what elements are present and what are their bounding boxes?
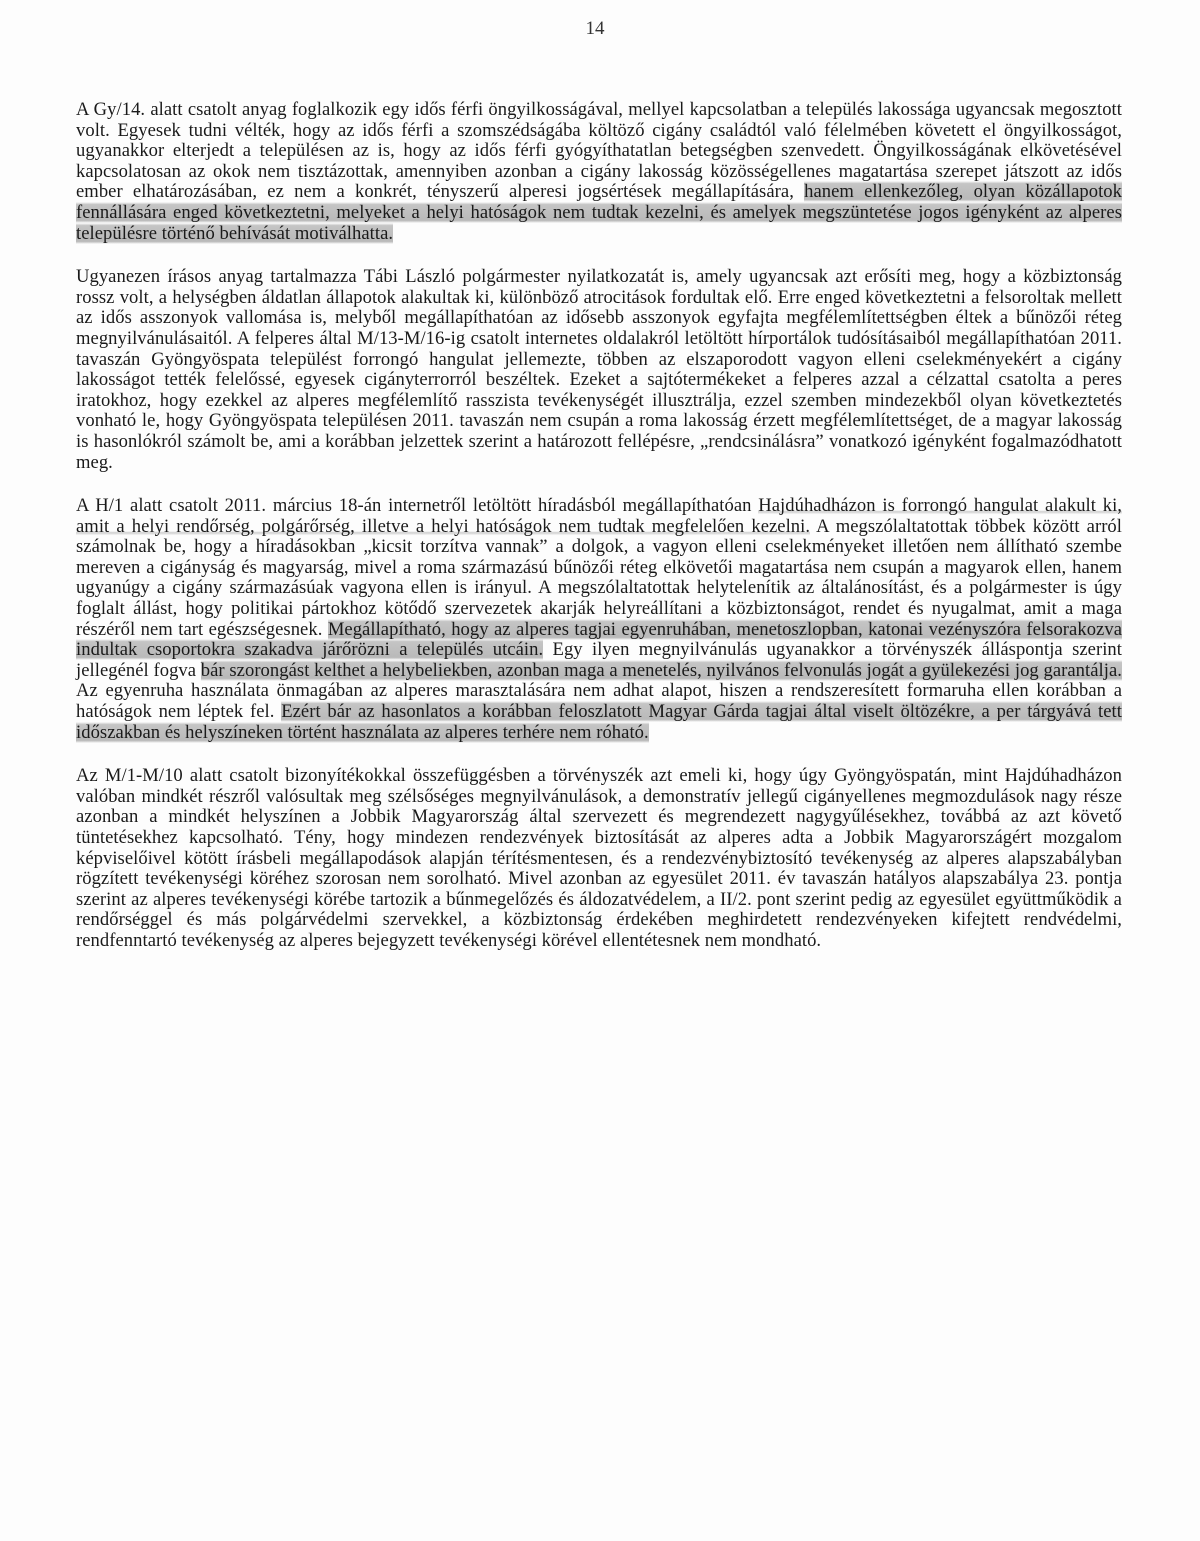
highlighted-text: Ezért bár az hasonlatos a korábban feloszlatott Magyar Gárda tagjai által viselt öltözékre, a per tárgyává tett időszakban és helyszíneken történt használata az alperes terhére nem róható. — [76, 701, 1122, 743]
paragraph-text: Az egyenruha használata önmagában az alperes marasztalására nem adhat alapot, hiszen a rendszeresített formaruha ellen korábban a hatóságok nem léptek fel. — [76, 680, 1122, 723]
paragraph-4 — [76, 766, 1122, 951]
page-number: 14 — [585, 18, 605, 39]
paragraph-text: Egy ilyen megnyilvánulás ugyanakkor a törvényszék álláspontja szerint jellegénél fogva — [76, 639, 1122, 681]
paragraph-3 — [76, 496, 1122, 743]
paragraph-text: A H/1 alatt csatolt 2011. március 18-án internetről letöltött híradásból megállapíthatóan — [76, 495, 759, 517]
paragraph-text: A Gy/14. alatt csatolt anyag foglalkozik egy idős férfi öngyilkosságával, mellyel kapcsolatban a település lakossága ugyancsak megosztott volt. Egyesek tudni vélték, hogy az idős férfi a szomszédságába költöző cigány családtól való félelmében követett el öngyilkosságot, ugyanakkor elterjedt a településen az is, hogy az idős férfi gyógyíthatatlan betegségben szenvedett. Öngyilkosságának elkövetésével kapcsolatosan az okok nem tisztázottak, amennyiben azonban a cigány lakosság közösségellenes magatartása szerepet játszott az idős ember elhatározásában, ez nem a konkrét, tényszerű alperesi jogsértések megállapítására, — [76, 99, 1122, 203]
highlighted-text: hanem ellenkezőleg, olyan közállapotok fennállására enged következtetni, melyeket a helyi hatóságok nem tudtak kezelni, és amelyek megszüntetése jogos igényként az alperes településre történő behívását motiválhatta. — [76, 181, 1122, 244]
highlighted-text: Megállapítható, hogy az alperes tagjai egyenruhában, menetoszlopban, katonai vezényszóra felsorakozva indultak csoportokra szakadva járőrözni a település utcáin. — [76, 618, 1122, 661]
underlined-text: Hajdúhadházon is forrongó hangulat alakult ki, amit a helyi rendőrség, polgárőrség, illetve a helyi hatóságok nem tudtak megfelelően kezelni. — [76, 495, 1122, 537]
highlighted-text: bár szorongást kelthet a helybeliekben, azonban maga a menetelés, nyilvános felvonulás jogát a gyülekezési jog garantálja. — [200, 659, 1122, 681]
document-body — [76, 100, 1122, 975]
paragraph-text: Ugyanezen írásos anyag tartalmazza Tábi László polgármester nyilatkozatát is, amely ugyancsak azt erősíti meg, hogy a közbiztonság rossz volt, a helységben áldatlan állapotok alakultak ki, különböző atrocitások fordultak elő. Erre enged következtetni a felsoroltak mellett az idős asszonyok vallomása is, melyből megállapíthatóan az idősebb asszonyok egyfajta megfélemlítettségben éltek a bűnözői réteg megnyilvánulásaitól. A felperes által M/13-M/16-ig csatolt internetes oldalakról letöltött hírportálok tudósításaiból megállapíthatóan 2011. tavaszán Gyöngyöspata települést forrongó hangulat jellemezte, többen az elszaporodott vagyon elleni cselekményekért a cigány lakosságot tették felelőssé, egyesek cigányterrorról beszéltek. Ezeket a sajtótermékeket a felperes azzal a célzattal csatolta a peres iratokhoz, hogy ezekkel az alperes megfélemlítő rasszista tevékenységét illusztrálja, ezzel szemben mindezekből olyan következtetés vonható le, hogy Gyöngyöspata településen 2011. tavaszán nem csupán a roma lakosság érzett megfélemlítettséget, de a magyar lakosság is hasonlókról számolt be, ami a korábban jelzettek szerint a határozott fellépésre, „rendcsinálásra” vonatkozó igényként fogalmazódhatott meg. — [76, 266, 1122, 473]
paragraph-1 — [76, 100, 1122, 244]
paragraph-2 — [76, 267, 1122, 473]
paragraph-text: A megszólaltatottak többek között arról számolnak be, hogy a híradásokban „kicsit torzítva vannak” a dolgok, a vagyon elleni cselekményeket illetően nem állítható szembe mereven a cigányság és magyarság, mivel a roma származású bűnözői réteg elkövetői magatartása nem csupán a magyarok ellen, hanem ugyanúgy a cigány származásúak vagyona ellen is irányul. A megszólaltatottak helytelenítik az általánosítást, és a polgármester is úgy foglalt állást, hogy politikai pártokhoz kötődő szervezetek akarják helyreállítani a közbiztonságot, rendet és nyugalmat, amit a maga részéről nem tart egészségesnek. — [76, 515, 1122, 640]
paragraph-text: Az M/1-M/10 alatt csatolt bizonyítékokkal összefüggésben a törvényszék azt emeli ki, hogy úgy Gyöngyöspatán, mint Hajdúhadházon valóban mindkét részről valósultak meg szélsőséges megnyilvánulások, a demonstratív jellegű cigányellenes megmozdulások nagy része azonban a mindkét helyszínen a Jobbik Magyarország által szervezett és megrendezett nagygyűlésekhez, továbbá az azt követő tüntetésekhez kapcsolható. Tény, hogy mindezen rendezvények biztosítását az alperes adta a Jobbik Magyarországért mozgalom képviselőivel kötött írásbeli megállapodások alapján térítésmentesen, és a rendezvénybiztosító tevékenység az alperes alapszabályban rögzített tevékenységi köréhez szorosan nem sorolható. Mivel azonban az egyesület 2011. év tavaszán hatályos alapszabálya 23. pontja szerint az alperes tevékenységi körébe tartozik a bűnmegelőzés és áldozatvédelem, a II/2. pont szerint pedig az egyesület együttműködik a rendőrséggel és más polgárvédelmi szervekkel, a közbiztonság érdekében meghirdetett rendezvényeken kifejtett rendvédelmi, rendfenntartó tevékenység az alperes bejegyzett tevékenységi körével ellentétesnek nem mondható. — [76, 765, 1122, 951]
